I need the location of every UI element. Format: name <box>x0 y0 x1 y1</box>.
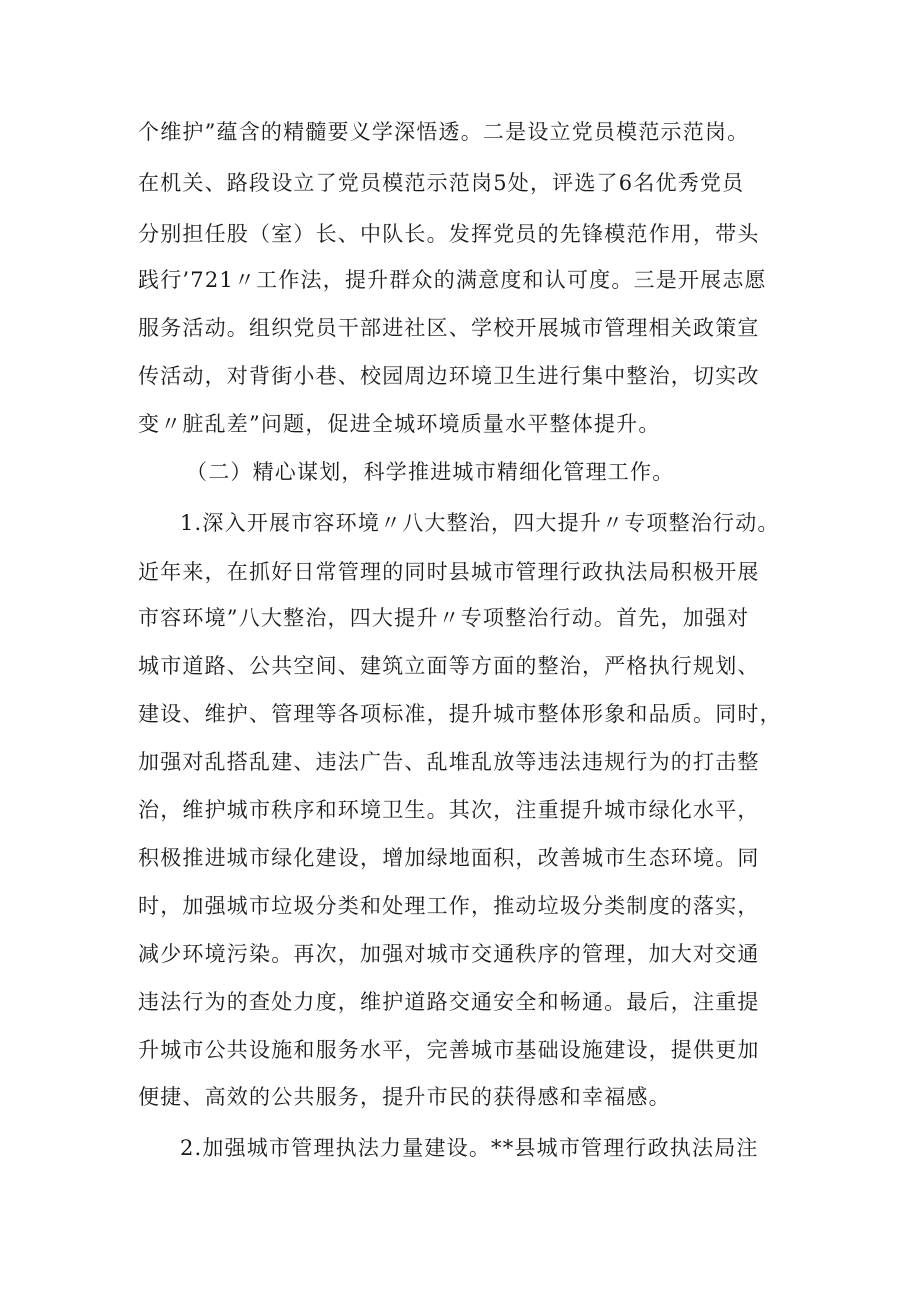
paragraph-line: 变〃脏乱差”问题，促进全城环境质量水平整体提升。 <box>138 412 661 436</box>
subsection-heading: 2.加强城市管理执法力量建设。**县城市管理行政执法局注 <box>180 1136 759 1160</box>
paragraph-line: 减少环境污染。再次，加强对城市交通秩序的管理，加大对交通 <box>138 942 760 966</box>
paragraph-line: 近年来，在抓好日常管理的同时县城市管理行政执法局积极开展 <box>138 560 760 584</box>
paragraph-line: 建设、维护、管理等各项标准，提升城市整体形象和品质。同时， <box>138 702 782 726</box>
paragraph-line: 时，加强城市垃圾分类和处理工作，推动垃圾分类制度的落实， <box>138 894 760 918</box>
paragraph-line: 践行’721〃工作法，提升群众的满意度和认可度。三是开展志愿 <box>138 268 767 292</box>
paragraph-line: 违法行为的查处力度，维护道路交通安全和畅通。最后，注重提 <box>138 990 760 1014</box>
paragraph-line: 便捷、高效的公共服务，提升市民的获得感和幸福感。 <box>138 1085 671 1109</box>
subsection-heading: 1.深入开展市容环境〃八大整治，四大提升〃专项整治行动。 <box>180 511 780 535</box>
paragraph-line: 积极推进城市绿化建设，增加绿地面积，改善城市生态环境。同 <box>138 846 760 870</box>
paragraph-line: 加强对乱搭乱建、违法广告、乱堆乱放等违法违规行为的打击整 <box>138 750 760 774</box>
paragraph-line: 升城市公共设施和服务水平，完善城市基础设施建设，提供更加 <box>138 1038 760 1062</box>
paragraph-line: 传活动，对背街小巷、校园周边环境卫生进行集中整治，切实改 <box>138 364 760 388</box>
section-heading: （二）精心谋划，科学推进城市精细化管理工作。 <box>186 460 675 484</box>
paragraph-line: 市容环境”八大整治，四大提升〃专项整治行动。首先，加强对 <box>138 606 750 630</box>
paragraph-line: 服务活动。组织党员干部进社区、学校开展城市管理相关政策宣 <box>138 316 760 340</box>
paragraph-line: 城市道路、公共空间、建筑立面等方面的整治，严格执行规划、 <box>138 654 760 678</box>
paragraph-line: 在机关、路段设立了党员模范示范岗5处，评选了6名优秀党员 <box>138 171 745 195</box>
paragraph-line: 治，维护城市秩序和环境卫生。其次，注重提升城市绿化水平， <box>138 798 760 822</box>
paragraph-line: 分别担任股（室）长、中队长。发挥党员的先锋模范作用，带头 <box>138 222 760 246</box>
paragraph-line: 个维护”蕴含的精髓要义学深悟透。二是设立党员模范示范岗。 <box>138 120 750 144</box>
